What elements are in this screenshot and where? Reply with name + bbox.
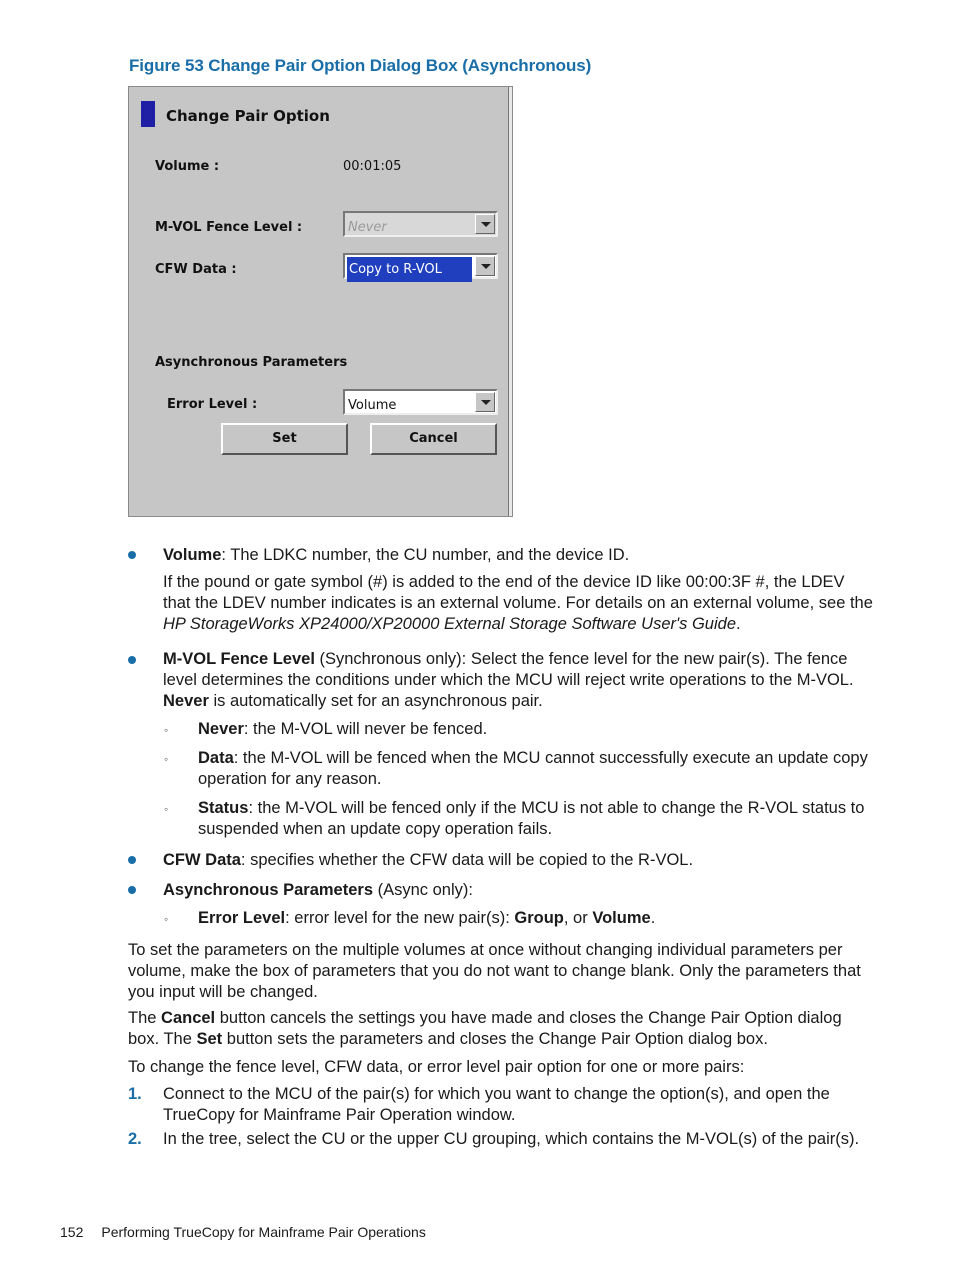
step-text: In the tree, select the CU or the upper CU grouping, which contains the M-VOL(s) of the pair(s). [163, 1130, 860, 1148]
cfw-data-label: CFW Data : [155, 262, 237, 277]
fence-status-item: Status: the M-VOL will be fenced only if the MCU is not able to change the R-VOL status to suspended when an update copy operation fails. [198, 799, 865, 838]
figure-caption: Figure 53 Change Pair Option Dialog Box (Asynchronous) [129, 56, 592, 75]
chevron-down-icon[interactable] [475, 392, 495, 412]
page-footer [60, 1222, 426, 1243]
async-params-heading: Asynchronous Parameters [155, 355, 348, 370]
sub-bullet-icon: ◦ [164, 912, 169, 926]
volume-label: Volume : [155, 159, 220, 174]
chevron-down-icon[interactable] [475, 256, 495, 276]
fence-level-select[interactable] [343, 211, 498, 237]
dialog-right-border [508, 87, 512, 516]
set-button[interactable]: Set [221, 423, 348, 455]
fence-never-item: Never: the M-VOL will never be fenced. [198, 720, 488, 738]
step-number: 2. [128, 1130, 142, 1148]
paragraph-procedure-intro: To change the fence level, CFW data, or error level pair option for one or more pairs: [128, 1058, 745, 1076]
bullet-icon [128, 886, 136, 894]
error-level-value: Volume [348, 398, 397, 413]
fence-bullet-text: M-VOL Fence Level (Synchronous only): Select the fence level for the new pair(s). The fence level determines the conditions under which the MCU will reject write operations to the M-VOL. Never is automatically set for an asynchronous pair. [163, 650, 854, 710]
fence-level-value: Never [348, 220, 387, 235]
fence-level-label: M-VOL Fence Level : [155, 220, 303, 235]
dialog-title: Change Pair Option [166, 107, 330, 125]
cfw-data-select[interactable] [343, 253, 498, 279]
sub-bullet-icon: ◦ [164, 802, 169, 816]
chevron-down-icon[interactable] [475, 214, 495, 234]
sub-bullet-icon: ◦ [164, 752, 169, 766]
paragraph-buttons: The Cancel button cancels the settings you have made and closes the Change Pair Option dialog box. The Set button sets the parameters and closes the Change Pair Option dialog box. [128, 1009, 842, 1048]
sub-bullet-icon: ◦ [164, 723, 169, 737]
volume-detail: If the pound or gate symbol (#) is added to the end of the device ID like 00:00:3F #, the LDEV that the LDEV number indicates is an external volume. For details on an external volume, see the HP StorageWorks XP24000/XP20000 External Storage Software User's Guide. [163, 573, 873, 633]
error-level-select[interactable] [343, 389, 498, 415]
bullet-icon [128, 551, 136, 559]
bullet-icon [128, 656, 136, 664]
page-number: 152 [60, 1224, 84, 1240]
dialog-title-marker [141, 101, 155, 127]
cancel-button[interactable]: Cancel [370, 423, 497, 455]
guide-reference: HP StorageWorks XP24000/XP20000 External Storage Software User's Guide [163, 615, 737, 633]
cfw-data-value: Copy to R-VOL [347, 257, 472, 282]
error-level-item: Error Level: error level for the new pair(s): Group, or Volume. [198, 909, 656, 927]
async-bullet-text: Asynchronous Parameters (Async only): [163, 881, 473, 899]
step-number: 1. [128, 1085, 142, 1103]
step-text: Connect to the MCU of the pair(s) for which you want to change the option(s), and open the TrueCopy for Mainframe Pair Operation window. [163, 1085, 830, 1124]
cfw-bullet-text: CFW Data: specifies whether the CFW data will be copied to the R-VOL. [163, 851, 694, 869]
volume-bullet-text: Volume: The LDKC number, the CU number, and the device ID. [163, 546, 630, 564]
bullet-icon [128, 856, 136, 864]
change-pair-option-dialog [128, 86, 513, 517]
section-title: Performing TrueCopy for Mainframe Pair Operations [101, 1224, 426, 1240]
error-level-label: Error Level : [167, 397, 258, 412]
paragraph-multiple-volumes: To set the parameters on the multiple volumes at once without changing individual parameters per volume, make the box of parameters that you do not want to change blank. Only the parameters that you input will be changed. [128, 941, 861, 1001]
fence-data-item: Data: the M-VOL will be fenced when the MCU cannot successfully execute an update copy operation for any reason. [198, 749, 868, 788]
volume-value: 00:01:05 [343, 159, 402, 174]
